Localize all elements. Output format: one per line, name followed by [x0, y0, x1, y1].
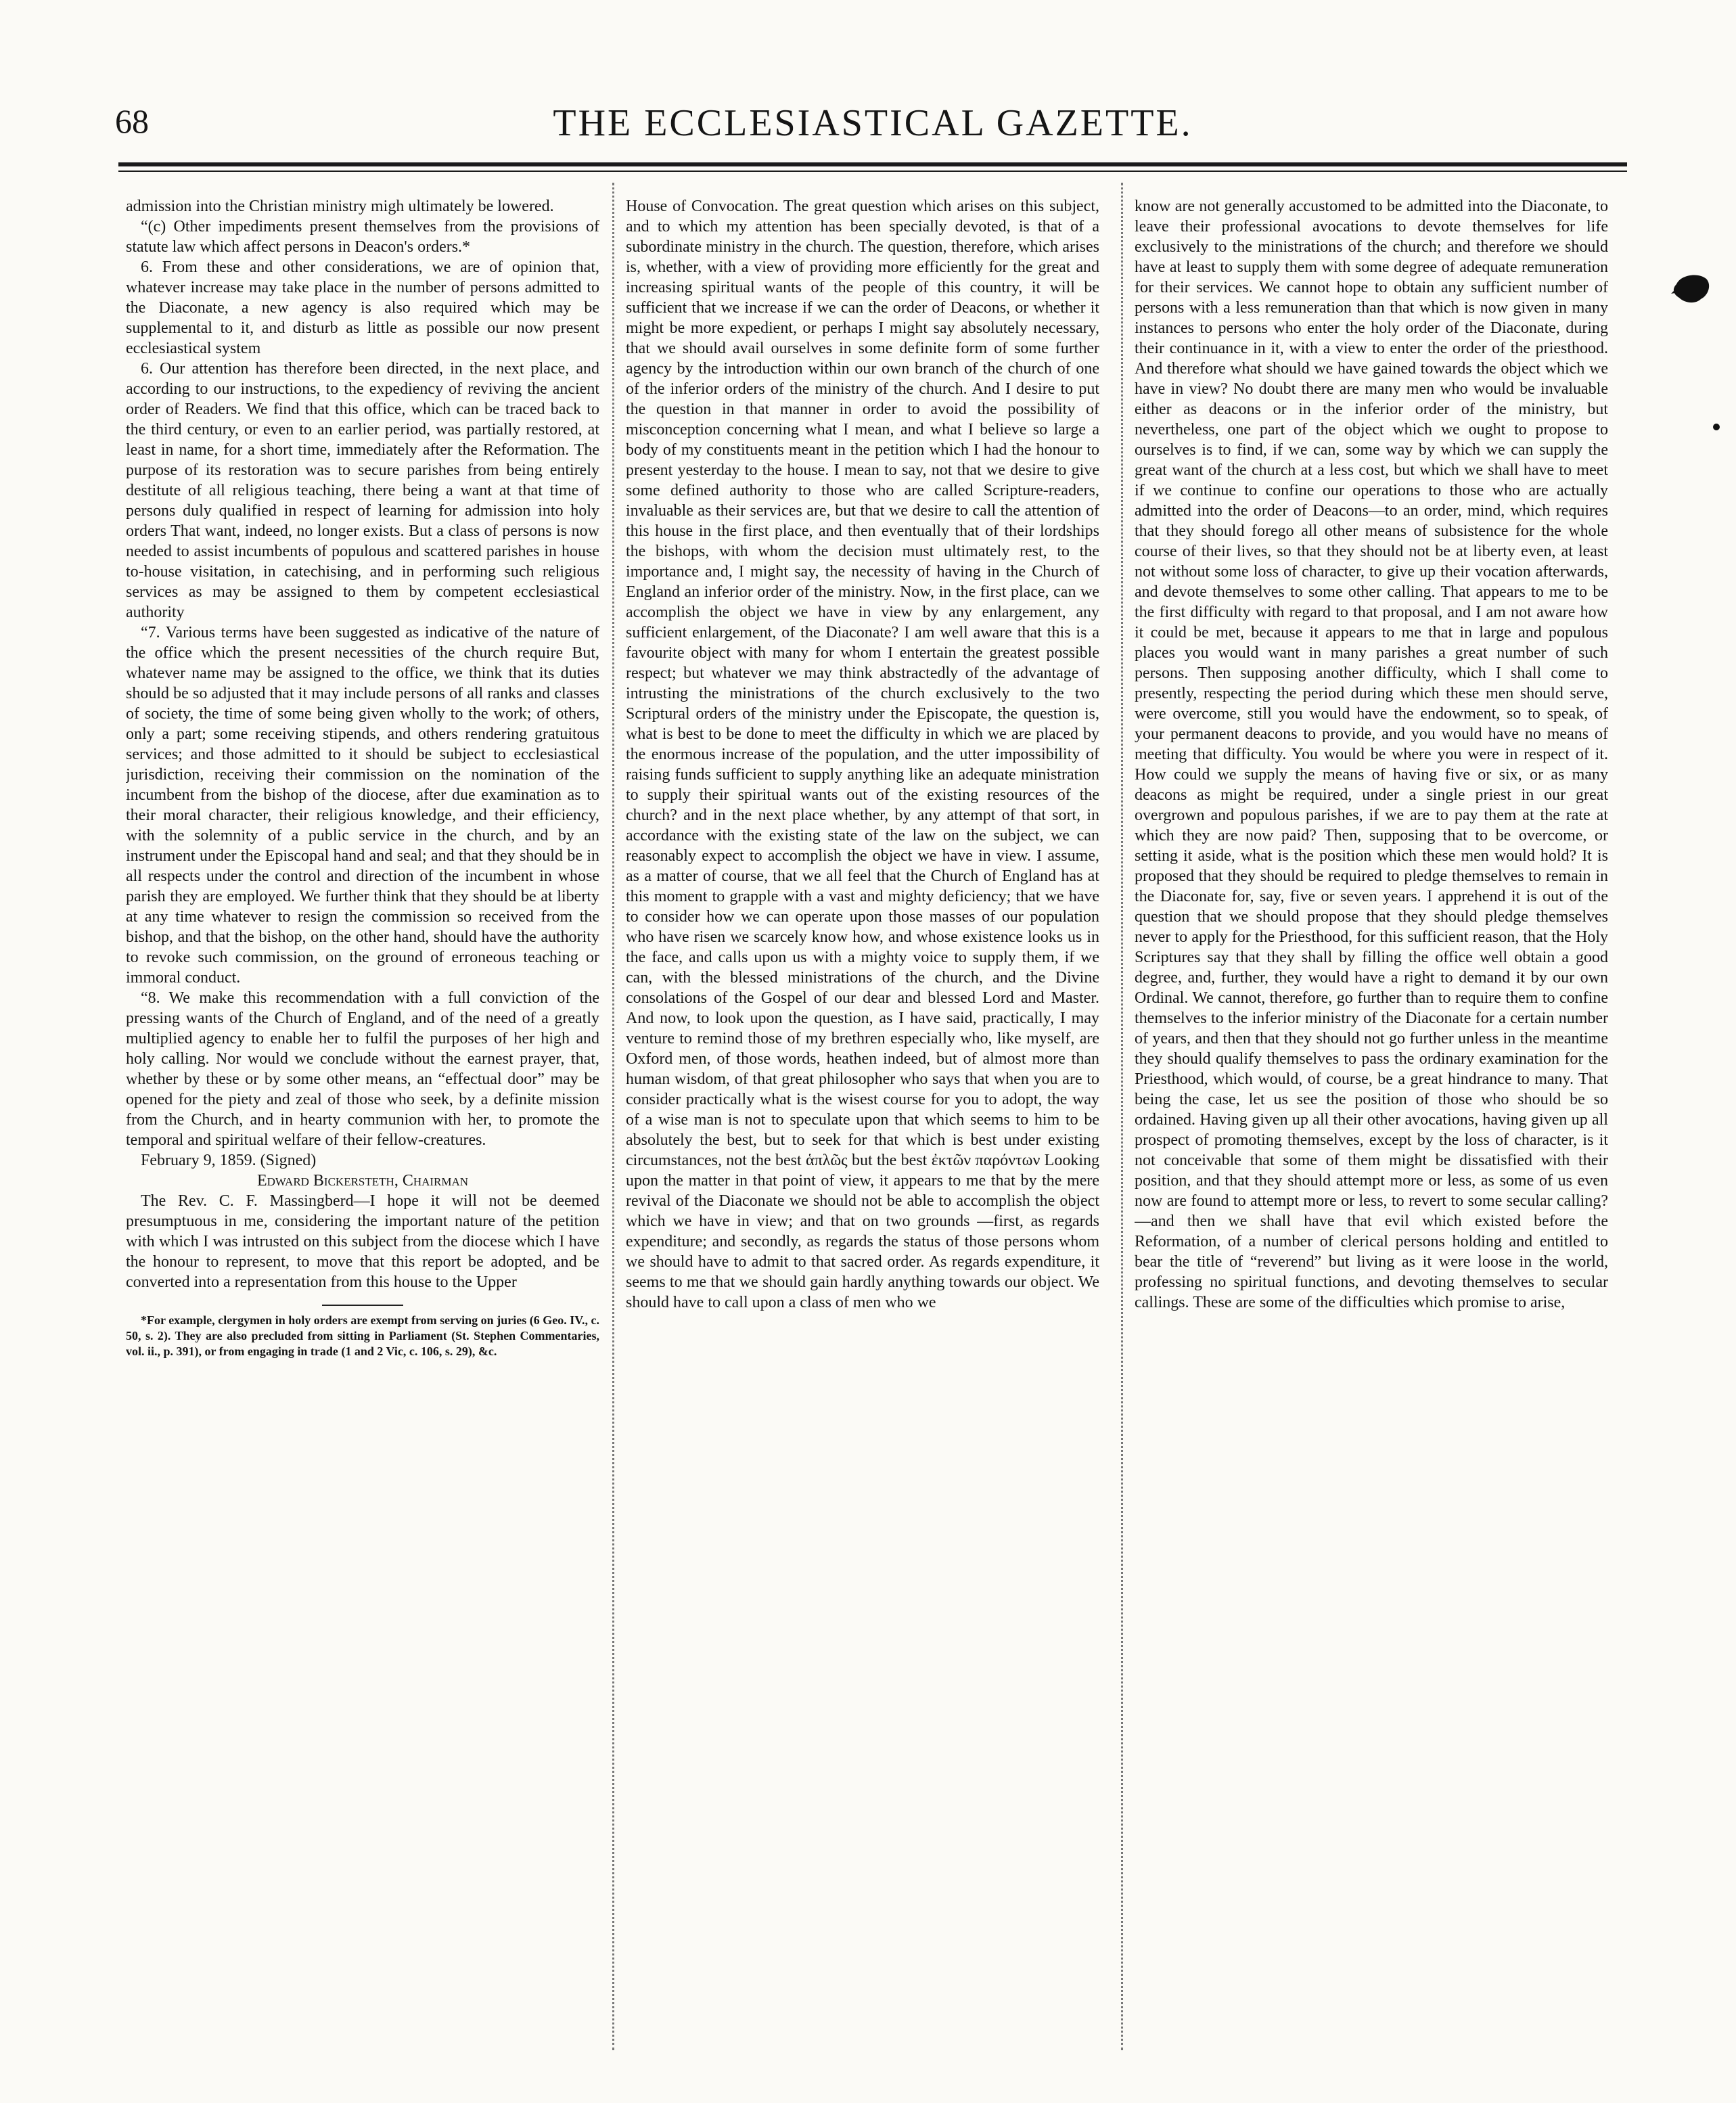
- column-2: [626, 196, 1099, 2050]
- paragraph: admission into the Christian ministry migh ultimately be lowered.: [126, 198, 554, 215]
- paragraph: February 9, 1859. (Signed): [141, 1152, 317, 1169]
- paragraph: “(c) Other impediments present themselves from the provisions of statute law which affect persons in Deacon's orders.*: [126, 218, 599, 256]
- ink-blot-icon: [1671, 271, 1712, 306]
- page-number: 68: [115, 102, 149, 140]
- paragraph: The Rev. C. F. Massingberd—I hope it will not be deemed presumptuous in me, considering the important nature of the petition with which I was intrusted on this subject from the diocese which I have the honour to represent, to move that this report be adopted, and be converted into a representation from this house to the Upper: [126, 1192, 599, 1291]
- header-rule-thin: [118, 171, 1627, 172]
- column-divider: [1121, 183, 1123, 2050]
- footnote-rule: [322, 1305, 403, 1306]
- newspaper-title: THE ECCLESIASTICAL GAZETTE.: [553, 102, 1193, 144]
- paragraph: know are not generally accustomed to be admitted into the Diaconate, to leave their professional avocations to devote themselves for life exclusively to the ministrations of the church; and therefore we should have at least to supply them with some degree of adequate remuneration for their services. We cannot hope to obtain any sufficient number of persons with a less remuneration than that which is now given in many instances to persons who enter the holy order of the Diaconate, during their continuance in it, with a view to enter the order of the priesthood. And therefore what should we have gained towards the object which we have in view? No doubt there are many men who would be invaluable either as deacons or in the inferior order of the ministry, but nevertheless, one part of the object which we ought to propose to ourselves is to find, if we can, some way by which we can supply the great want of the church at a less cost, but which we shall have to meet if we continue to confine our operations to those who are actually admitted into the order of Deacons—to an order, mind, which requires that they should forego all other means of subsistence for the whole course of their lives, so that they should not be at liberty even, at least not without some loss of character, to give up their vocation afterwards, and devote themselves to some other calling. That appears to me to be the first difficulty with regard to that proposal, and I am not aware how it could be met, because it appears to me that in large and populous places you would want in many parishes a great number of such persons. Then supposing another difficulty, which I shall come to presently, respecting the period during which these men should serve, were overcome, still you would have the endowment, so to speak, of your permanent deacons to provide, and you would have no means of meeting that difficulty. You would be where you were in respect of it. How could we supply the means of having five or six, or as many deacons as might be required, under a single priest in our great overgrown and populous parishes, if we are to pay them at the rate at which they are now paid? Then, supposing that to be overcome, or setting it aside, what is the position which these men would hold? It is proposed that they should be required to pledge themselves to remain in the Diaconate for, say, five or seven years. I apprehend it is out of the question that we should propose that they should pledge themselves never to apply for the Priesthood, for this sufficient reason, that the Holy Scriptures say that they shall by filling the office well obtain a good degree, and, further, they would have a right to demand it by our own Ordinal. We cannot, therefore, go further than to require them to confine themselves to the inferior ministry of the Diaconate for a certain number of years, and then that they should not go further unless in the meantime they should qualify themselves to pass the ordinary examination for the Priesthood, which would, of course, be a great hindrance to many. That being the case, let us see the position of those who should be so ordained. Having given up all their other avocations, having given up all prospect of promoting themselves, except by the loss of character, is it not conceivable that some of them might be dissatisfied with their position, and that they should attempt more or less, as some of us even now are found to attempt more or less, to revert to some secular calling?—and then we shall have that evil which existed before the Reformation, of a number of clerical persons holding and entitled to bear the title of “reverend” but living as it were loose in the world, professing no spiritual functions, and devoting themselves to secular callings. These are some of the difficulties which promise to arise,: [1135, 198, 1608, 1311]
- footnote: *For example, clergymen in holy orders are exempt from serving on juries (6 Geo. IV., c. 50, s. 2). They are also precluded from sitting in Parliament (St. Stephen Commentaries, vol. ii., p. 391), or from engaging in trade (1 and 2 Vic, c. 106, s. 29), &c.: [126, 1313, 599, 1358]
- ink-spot: [1713, 424, 1720, 430]
- paragraph: “8. We make this recommendation with a full conviction of the pressing wants of the Church of England, and of the need of a greatly multiplied agency to enable her to fulfil the purposes of her high and holy calling. Nor would we conclude without the earnest prayer, that, whether by these or by some other means, an “effectual door” may be opened for the piety and zeal of those who seek, by a definite mission from the Church, and in hearty communion with her, to promote the temporal and spiritual welfare of their fellow-creatures.: [126, 989, 599, 1149]
- paragraph: 6. From these and other considerations, we are of opinion that, whatever increase may take place in the number of persons admitted to the Diaconate, a new agency is also required which may be supplemental to it, and disturb as little as possible our now present ecclesiastical system: [126, 258, 599, 357]
- page-header: [115, 101, 1630, 156]
- paragraph: Edward Bickersteth, Chairman: [256, 1172, 469, 1190]
- column-divider: [612, 183, 614, 2050]
- column-3: [1135, 196, 1608, 2050]
- header-rule-thick: [118, 162, 1627, 166]
- paragraph: “7. Various terms have been suggested as indicative of the nature of the office which the present necessities of the church require But, whatever name may be assigned to the office, we think that its duties should be so adjusted that it may include persons of all ranks and classes of society, the time of some being given wholly to the work; of others, only a part; some receiving stipends, and others rendering gratuitous services; and those admitted to it should be subject to ecclesiastical jurisdiction, receiving their commission on the nomination of the incumbent from the bishop of the diocese, after due examination as to their moral character, their religious knowledge, and their efficiency, with the solemnity of a public service in the church, and by an instrument under the Episcopal hand and seal; and that they should be in all respects under the control and direction of the incumbent in whose parish they are employed. We further think that they should be at liberty at any time whatever to resign the commission so received from the bishop, and that the bishop, on the other hand, should have the authority to revoke such commission, on the ground of erroneous teaching or immoral conduct.: [126, 624, 599, 987]
- paragraph: House of Convocation. The great question which arises on this subject, and to which my attention has been specially devoted, is that of a subordinate ministry in the church. The question, therefore, which arises is, whether, with a view of providing more efficiently for the great and increasing spiritual wants of the people of this country, it will be sufficient that we increase if we can the order of Deacons, or whether it might be more expedient, or perhaps I might say absolutely necessary, that we should avail ourselves in some definite form of some further agency by the introduction within our own branch of the church of one of the inferior orders of the ministry of the church. And I desire to put the question in that manner in order to avoid the possibility of misconception concerning what I mean, and what I believe so large a body of my constituents meant in the petition which I had the honour to present yesterday to the house. I mean to say, not that we desire to give some defined authority to those who are called Scripture-readers, invaluable as their services are, but that we desire to call the attention of this house in the first place, and then eventually that of their lordships the bishops, with whom the decision must ultimately rest, to the importance and, I might say, the necessity of having in the Church of England an inferior order of the ministry. Now, in the first place, can we accomplish the object we have in view by any enlargement, any sufficient enlargement, of the Diaconate? I am well aware that this is a favourite object with many for whom I entertain the greatest possible respect; but whatever we may think abstractedly of the advantage of intrusting the ministrations of the church exclusively to the two Scriptural orders of the ministry under the Episcopate, the question is, what is best to be done to meet the difficulty in which we are placed by the enormous increase of the population, and the utter impossibility of raising funds sufficient to supply anything like an adequate ministration to supply their spiritual wants out of the existing resources of the church? and in the next place whether, by any attempt of that sort, in accordance with the existing state of the law on the subject, we can reasonably expect to accomplish the object we have in view. I assume, as a matter of course, that we all feel that the Church of England has at this moment to grapple with a vast and mighty deficiency; that we have to consider how we can operate upon those masses of our population who have risen we scarcely know how, and whose existence looks us in the face, and calls upon us with a mighty voice to supply them, if we can, with the blessed ministrations of the church, and the Divine consolations of the Gospel of our dear and blessed Lord and Master. And now, to look upon the question, as I have said, practically, I may venture to remind those of my brethren especially who, like myself, are Oxford men, of those words, heathen indeed, but of almost more than human wisdom, of that great philosopher who says that when you are to consider practically what is the wisest course for you to adopt, the way of a wise man is not to speculate upon that which seems to him to be absolutely the best, but to seek for that which is best under existing circumstances, not the best ἁπλῶς but the best ἐκτῶν παρόντων Looking upon the matter in that point of view, it appears to me that by the mere revival of the Diaconate we should not be able to accomplish the object which we have in view; and that on two grounds —first, as regards expenditure; and secondly, as regards the status of those persons whom we should have to admit to that sacred order. As regards expenditure, it seems to me that we should gain hardly anything towards our object. We should have to call upon a class of men who we: [626, 198, 1099, 1311]
- column-1: [126, 196, 599, 2050]
- paragraph: 6. Our attention has therefore been directed, in the next place, and according to our instructions, to the expediency of reviving the ancient order of Readers. We find that this office, which can be traced back to the third century, or even to an earlier period, was partially restored, at least in name, for a short time, immediately after the Reformation. The purpose of its restoration was to secure parishes from being entirely destitute of all religious teaching, there being a want at that time of persons duly qualified in respect of learning for admission into holy orders That want, indeed, no longer exists. But a class of persons is now needed to assist incumbents of populous and scattered parishes in house to-house visitation, in catechising, and in performing such religious services as may be assigned to them by competent ecclesiastical authority: [126, 360, 599, 621]
